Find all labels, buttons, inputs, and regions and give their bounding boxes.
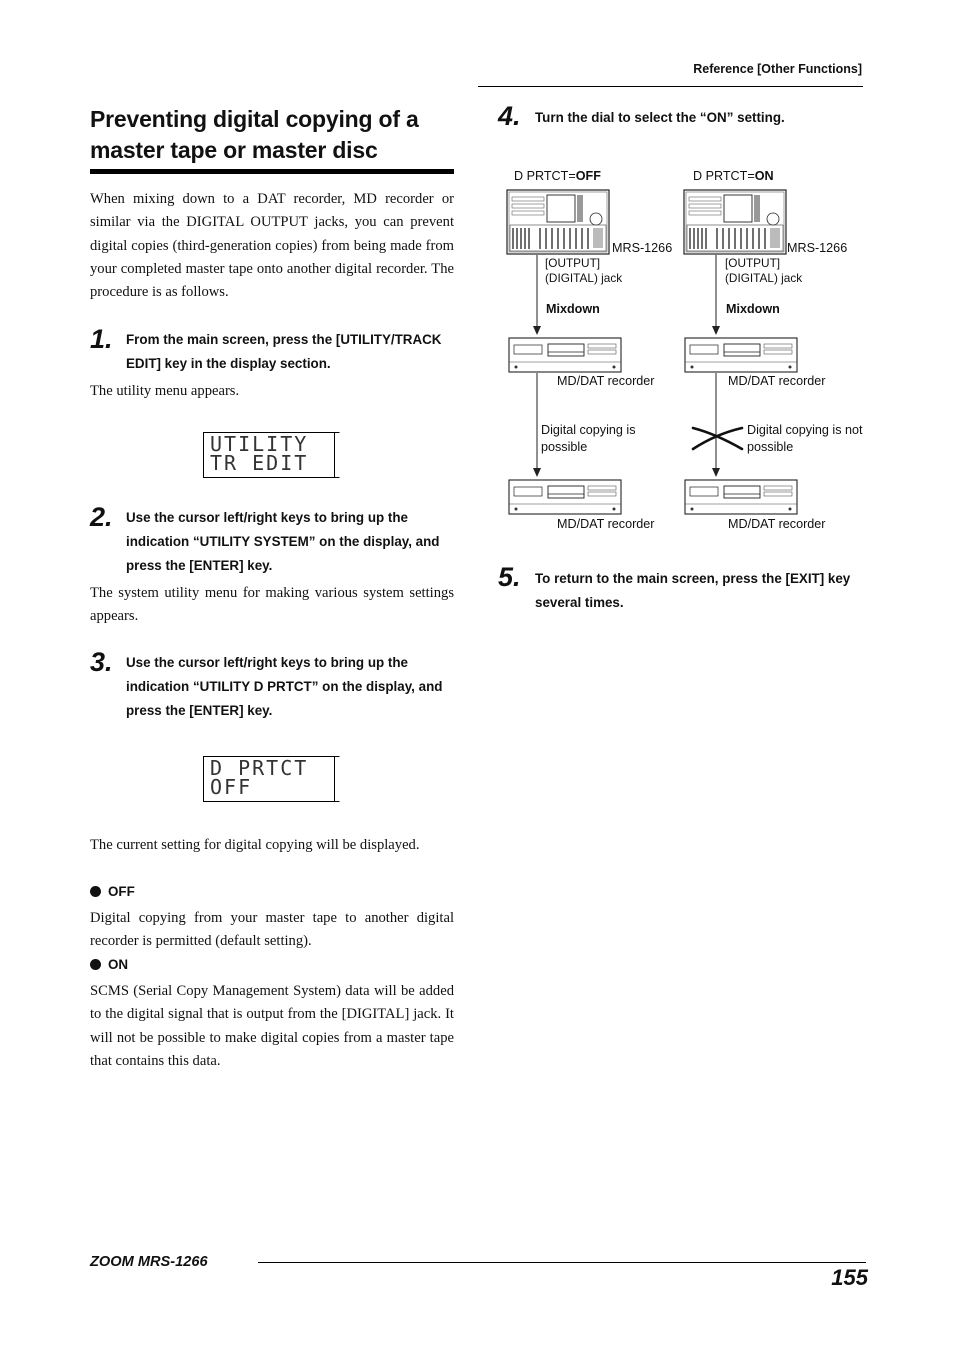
lcd-line-1: D PRTCT	[210, 756, 309, 780]
title-rule	[90, 169, 454, 174]
mixdown-label-left: Mixdown	[546, 302, 600, 316]
jack-label-right: [OUTPUT] (DIGITAL) jack	[725, 256, 803, 285]
arrow-copy-left	[533, 373, 541, 477]
recorder-label-right-2: MD/DAT recorder	[728, 517, 826, 531]
copy-protection-diagram	[500, 160, 870, 540]
step-3-text: Use the cursor left/right keys to bring up the indication “UTILITY D PRTCT” on the display, and press the [ENTER] key.	[126, 655, 443, 718]
page-title: Preventing digital copying of a master tape or master disc	[90, 106, 419, 163]
intro-paragraph: When mixing down to a DAT recorder, MD recorder or similar via the DIGITAL OUTPUT jacks, you can prevent digital copies (third-generation copies) from being made from your completed master tape onto another digital recorder. The procedure is as follows.	[90, 191, 454, 301]
step-2-text: Use the cursor left/right keys to bring up the indication “UTILITY SYSTEM” on the display, and press the [ENTER] key.	[126, 510, 440, 573]
lcd-display-utility	[203, 432, 339, 476]
step-1-number: 1.	[90, 324, 113, 354]
device-label-right: MRS-1266	[787, 241, 848, 255]
header-rule	[478, 86, 863, 87]
arrow-mixdown-right	[712, 255, 720, 335]
copy-not-possible-note: Digital copying is not possible	[747, 423, 863, 454]
recorder-left-2	[509, 480, 621, 514]
option-off-heading	[90, 884, 135, 899]
left-setting-label: D PRTCT=OFF	[514, 169, 601, 183]
step-4-number: 4.	[498, 101, 521, 131]
recorder-label-left-2: MD/DAT recorder	[557, 517, 655, 531]
running-header: Reference [Other Functions]	[693, 62, 862, 76]
arrow-mixdown-left	[533, 255, 541, 335]
mrs-1266-unit-right	[684, 190, 786, 254]
bullet-icon	[90, 959, 101, 970]
step-3-result: The current setting for digital copying will be displayed.	[90, 837, 420, 853]
jack-label-left: [OUTPUT] (DIGITAL) jack	[545, 256, 623, 285]
step-3-number: 3.	[90, 647, 113, 677]
mixdown-label-right: Mixdown	[726, 302, 780, 316]
step-2-result: The system utility menu for making various system settings appears.	[90, 585, 454, 625]
option-on-label: ON	[108, 957, 129, 972]
diagram-graphics	[500, 160, 870, 540]
step-5-number: 5.	[498, 562, 521, 592]
step-2-number: 2.	[90, 502, 113, 532]
step-4-text: Turn the dial to select the “ON” setting.	[535, 110, 785, 125]
option-off-label: OFF	[108, 884, 135, 899]
copy-possible-note: Digital copying is possible	[541, 423, 636, 454]
bullet-icon	[90, 886, 101, 897]
recorder-right-1	[685, 338, 797, 372]
recorder-label-right-1: MD/DAT recorder	[728, 374, 826, 388]
recorder-left-1	[509, 338, 621, 372]
lcd-line-1: UTILITY	[210, 432, 309, 456]
option-off-description: Digital copying from your master tape to another digital recorder is permitted (default setting).	[90, 910, 454, 950]
footer-brand: ZOOM MRS-1266	[90, 1254, 208, 1270]
footer-rule	[258, 1262, 866, 1263]
right-setting-label: D PRTCT=ON	[693, 169, 774, 183]
page-number: 155	[831, 1265, 868, 1290]
lcd-display-d-prtct	[203, 756, 339, 800]
step-1-text: From the main screen, press the [UTILITY/TRACK EDIT] key in the display section.	[126, 332, 442, 371]
recorder-label-left-1: MD/DAT recorder	[557, 374, 655, 388]
recorder-right-2	[685, 480, 797, 514]
device-label-left: MRS-1266	[612, 241, 673, 255]
option-on-heading	[90, 957, 128, 972]
step-1-result: The utility menu appears.	[90, 383, 240, 399]
step-5-text: To return to the main screen, press the [EXIT] key several times.	[535, 571, 851, 610]
mrs-1266-unit-left	[507, 190, 609, 254]
option-on-description: SCMS (Serial Copy Management System) data will be added to the digital signal that is output from the [DIGITAL] jack. It will not be possible to make digital copies from a master tape that contains this data.	[90, 983, 454, 1069]
lcd-line-2: TR EDIT	[210, 451, 309, 475]
lcd-line-2: OFF	[210, 775, 253, 799]
